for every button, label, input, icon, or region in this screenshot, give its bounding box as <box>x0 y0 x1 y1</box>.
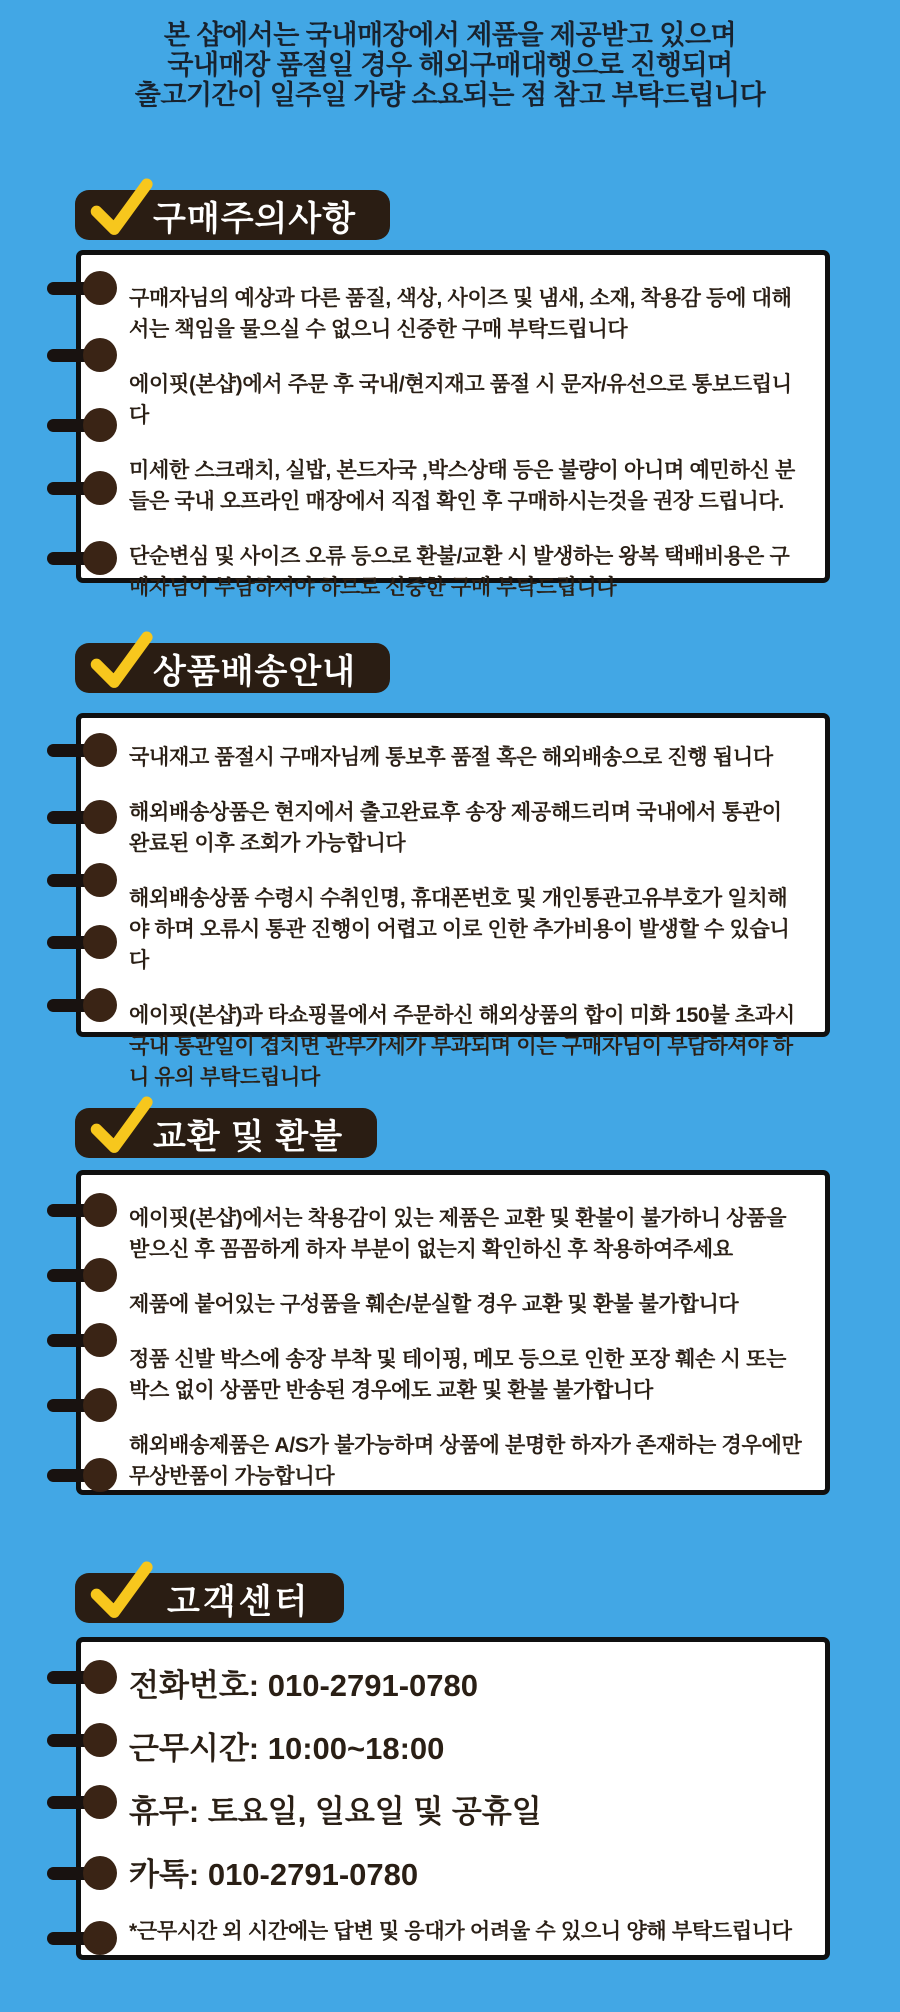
pin-icon <box>47 1388 121 1422</box>
notice-item: 에이핏(본샵)과 타쇼핑몰에서 주문하신 해외상품의 합이 미화 150불 초과시 국내 통관일이 겹치면 관부가세가 부과되며 이는 구매자님이 부담하셔야 하니 유의 부탁드립니다 <box>129 1004 795 1089</box>
notice-item: 에이핏(본샵)에서는 착용감이 있는 제품은 교환 및 환불이 불가하니 상품을 받으신 후 꼼꼼하게 하자 부분이 없는지 확인하신 후 착용하여주세요 <box>129 1207 787 1261</box>
pin-icon <box>47 1323 121 1357</box>
pin-icon <box>47 1856 121 1890</box>
pin-icon <box>47 1785 121 1819</box>
top-notice-line: 본 샵에서는 국내매장에서 제품을 제공받고 있으며 <box>163 20 737 50</box>
notice-item: 단순변심 및 사이즈 오류 등으로 환불/교환 시 발생하는 왕복 택배비용은 구매자님이 부담하셔야 하므로 신중한 구매 부탁드립니다 <box>129 545 790 599</box>
pin-icon <box>47 271 121 305</box>
check-icon <box>87 625 155 693</box>
pin-icon <box>47 1193 121 1227</box>
check-icon <box>87 1555 155 1623</box>
contact-hours: 근무시간: 10:00~18:00 <box>129 1731 445 1766</box>
pin-icon <box>47 408 121 442</box>
notice-item: 해외배송상품 수령시 수취인명, 휴대폰번호 및 개인통관고유부호가 일치해야 하며 오류시 통관 진행이 어렵고 이로 인한 추가비용이 발생할 수 있습니다 <box>129 887 790 972</box>
notice-item: 구매자님의 예상과 다른 품질, 색상, 사이즈 및 냄새, 소재, 착용감 등에 대해서는 책임을 물으실 수 없으니 신중한 구매 부탁드립니다 <box>129 287 792 341</box>
pin-icon <box>47 338 121 372</box>
pin-icon <box>47 471 121 505</box>
pin-icon <box>47 863 121 897</box>
check-icon <box>87 172 155 240</box>
customer-center-box <box>76 1637 830 1960</box>
contact-days-off: 휴무: 토요일, 일요일 및 공휴일 <box>129 1794 542 1829</box>
section-header-purchase-precautions <box>75 190 390 240</box>
notice-item: 국내재고 품절시 구매자님께 통보후 품절 혹은 해외배송으로 진행 됩니다 <box>129 746 773 769</box>
exchange-refund-box <box>76 1170 830 1495</box>
pin-icon <box>47 1258 121 1292</box>
pin-icon <box>47 733 121 767</box>
contact-phone: 전화번호: 010-2791-0780 <box>129 1668 479 1703</box>
check-icon <box>87 1090 155 1158</box>
contact-kakao: 카톡: 010-2791-0780 <box>129 1857 419 1892</box>
notice-item: 제품에 붙어있는 구성품을 훼손/분실할 경우 교환 및 환불 불가합니다 <box>129 1293 739 1316</box>
section-title: 고객센터 <box>167 1582 311 1621</box>
pin-icon <box>47 988 121 1022</box>
section-header-shipping-info <box>75 643 390 693</box>
top-notice <box>0 20 900 110</box>
shipping-info-box <box>76 713 830 1089</box>
notice-item: 에이핏(본샵)에서 주문 후 국내/현지재고 품절 시 문자/유선으로 통보드립니다 <box>129 373 792 427</box>
section-title: 구매주의사항 <box>153 199 357 238</box>
pin-icon <box>47 1921 121 1955</box>
pin-icon <box>47 541 121 575</box>
notice-item: 미세한 스크래치, 실밥, 본드자국 ,박스상태 등은 불량이 아니며 예민하신 분들은 국내 오프라인 매장에서 직접 확인 후 구매하시는것을 권장 드립니다. <box>129 459 795 513</box>
purchase-precautions-box <box>76 250 830 599</box>
notice-item: 해외배송상품은 현지에서 출고완료후 송장 제공해드리며 국내에서 통관이 완료된 이후 조회가 가능합니다 <box>129 801 782 855</box>
section-title: 교환 및 환불 <box>153 1117 344 1156</box>
pin-icon <box>47 925 121 959</box>
pin-icon <box>47 1723 121 1757</box>
notice-item: 해외배송제품은 A/S가 불가능하며 상품에 분명한 하자가 존재하는 경우에만 무상반품이 가능합니다 <box>129 1434 802 1488</box>
top-notice-line: 출고기간이 일주일 가량 소요되는 점 참고 부탁드립니다 <box>134 80 766 110</box>
contact-note: *근무시간 외 시간에는 답변 및 응대가 어려울 수 있으니 양해 부탁드립니다 <box>129 1920 792 1943</box>
pin-icon <box>47 800 121 834</box>
section-header-customer-center <box>75 1573 344 1623</box>
pin-icon <box>47 1660 121 1694</box>
section-title: 상품배송안내 <box>153 652 357 691</box>
notice-item: 정품 신발 박스에 송장 부착 및 테이핑, 메모 등으로 인한 포장 훼손 시 또는 박스 없이 상품만 반송된 경우에도 교환 및 환불 불가합니다 <box>129 1348 787 1402</box>
section-header-exchange-refund <box>75 1108 377 1158</box>
pin-icon <box>47 1458 121 1492</box>
top-notice-line: 국내매장 품절일 경우 해외구매대행으로 진행되며 <box>167 50 733 80</box>
